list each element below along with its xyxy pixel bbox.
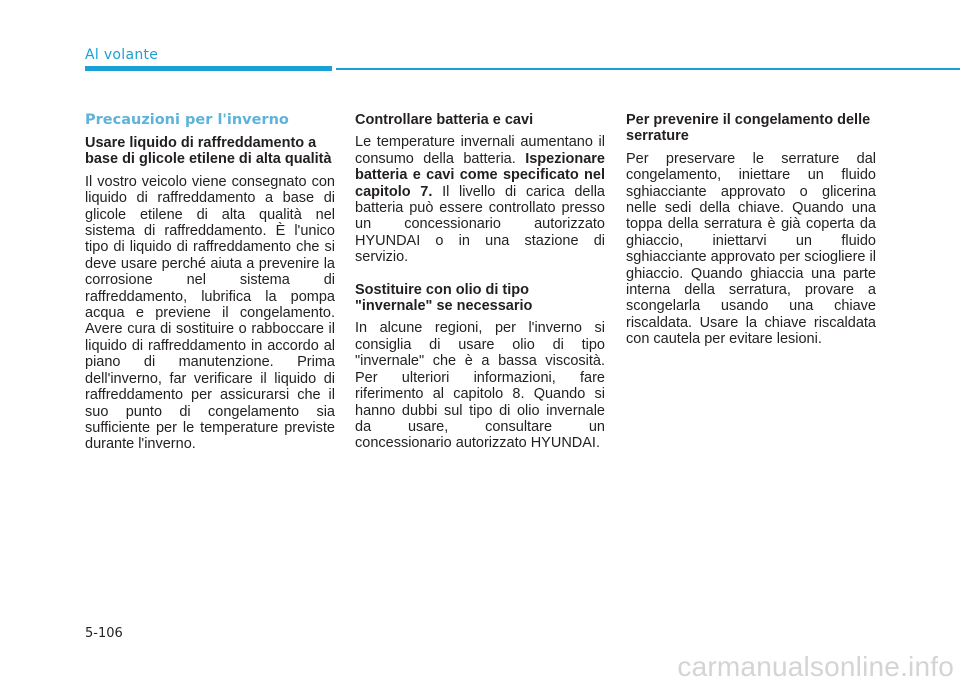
section-header: Al volante	[85, 47, 159, 63]
column-3	[626, 112, 876, 348]
subhead-oil: Sostituire con olio di tipo "invernale" se necessario	[355, 281, 533, 315]
body-coolant: Il vostro veicolo viene consegnato con liquido di raffreddamento a base di glicole etilene di alta qualità nel sistema di raffreddamento. È l'unico tipo di liquido di raffreddamento che si deve usare perché aiuta a prevenire la corrosione nel sistema di raffreddamento, lubrifica la pompa acqua e previene il congelamento. Avere cura di sostituire o rabboccare il liquido di raffreddamento in accordo al piano di manutenzione. Prima dell'inverno, far verificare il liquido di raffreddamento per assicurarsi che il suo punto di congelamento sia sufficiente per le temperature previste durante l'inverno.	[85, 173, 335, 453]
body-locks: Per preservare le serrature dal congelamento, iniettare un fluido sghiacciante approvato o glicerina nelle sedi della chiave. Quando una toppa della serratura è già coperta da ghiaccio, iniettarvi un fluido sghiacciante approvato per sciogliere il ghiaccio. Quando ghiaccia una parte interna della serratura, provare a scongelarla usando una chiave riscaldata. Usare la chiave riscaldata con cautela per evitare lesioni.	[626, 150, 876, 348]
section-title: Precauzioni per l'inverno	[85, 112, 289, 128]
column-1	[85, 112, 335, 453]
subhead-locks: Per prevenire il congelamento delle serrature	[626, 112, 871, 145]
header-rule-thick	[85, 66, 332, 71]
body-battery-text-b: Il livello di carica della batteria può essere controllato presso un concessionario autorizzato HYUNDAI o in una stazione di servizio.	[355, 183, 605, 266]
watermark: carmanualsonline.info	[677, 651, 954, 682]
column-2	[355, 112, 605, 452]
body-oil: In alcune regioni, per l'inverno si consiglia di usare olio di tipo "invernale" che è a bassa viscosità. Per ulteriori informazioni, fare riferimento al capitolo 8. Quando si hanno dubbi sul tipo di olio invernale da usare, consultare un concessionario autorizzato HYUNDAI.	[355, 320, 605, 452]
subhead-coolant: Usare liquido di raffreddamento a base di glicole etilene di alta qualità	[85, 135, 332, 168]
body-battery-text-a: Le temperature invernali aumentano il consumo della batteria.	[355, 134, 605, 167]
body-battery	[355, 134, 605, 265]
page-number: 5-106	[85, 626, 123, 641]
header-rule-thin	[336, 68, 960, 70]
subhead-battery: Controllare batteria e cavi	[355, 112, 534, 128]
body-battery-bold: Ispezionare batteria e cavi come specificato nel capitolo 7.	[355, 150, 605, 200]
